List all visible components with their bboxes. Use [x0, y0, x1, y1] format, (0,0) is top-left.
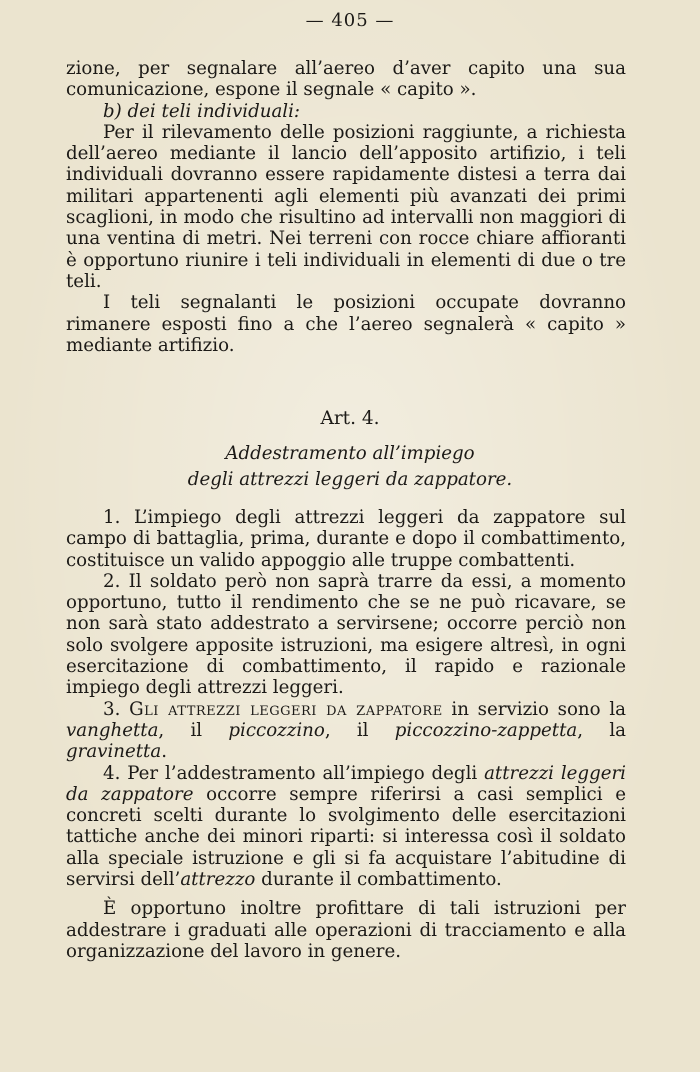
paragraph-4: 4. Per l’addestramento all’impiego degli attrezzi leggeri da zappatore occorre sempre riferirsi a casi semplici e concreti scelti durante lo svolgimento delle esercitazioni tattiche anche dei minori riparti: si interessa così il soldato alla speciale istruzione e gli si fa acquistare l’abitudine di servirsi dell’attrezzo durante il combattimento. — [66, 762, 626, 891]
article-body — [66, 507, 626, 962]
paragraph-1: 1. L’impiego degli attrezzi leggeri da zappatore sul campo di battaglia, prima, durante e dopo il combattimento, costituisce un valido appoggio alle truppe combattenti. — [66, 507, 626, 571]
paragraph-teli-segnalanti: I teli segnalanti le posizioni occupate dovranno rimanere esposti fino a che l’aereo segnalerà « capito » mediante artifizio. — [66, 292, 626, 356]
paragraph-5: È opportuno inoltre profittare di tali istruzioni per addestrare i graduati alle operazioni di tracciamento e alla organizzazione del lavoro in genere. — [66, 898, 626, 962]
paragraph-3: 3. Gli attrezzi leggeri da zappatore in servizio sono la vanghetta, il piccozzino, il piccozzino-zappetta, la gravinetta. — [66, 698, 626, 763]
article-title-line-2: degli attrezzi leggeri da zappatore. — [187, 469, 513, 490]
page-number: — 405 — — [305, 10, 395, 31]
top-text-block — [66, 58, 626, 356]
paragraph-teli-individuali: Per il rilevamento delle posizioni raggiunte, a richiesta dell’aereo mediante il lancio dell’apposito artifizio, i teli individuali dovranno essere rapidamente distesi a terra dai militari appartenenti agli elementi più avanzati dei primi scaglioni, in modo che risultino ad intervalli non maggiori di una ventina di metri. Nei terreni con rocce chiare affioranti è opportuno riunire i teli individuali in elementi di due o tre teli. — [66, 121, 626, 292]
article-title-line-1: Addestramento all’impiego — [225, 443, 475, 464]
paragraph-continuation: zione, per segnalare all’aereo d’aver capito una sua comunicazione, espone il segnale « capito ». — [66, 58, 626, 101]
article-number: Art. 4. — [320, 408, 380, 429]
paragraph-2: 2. Il soldato però non saprà trarre da essi, a momento opportuno, tutto il rendimento che se ne può ricavare, se non sarà stato addestrato a servirsene; occorre perciò non solo svolgere apposite istruzioni, ma esigere altresì, in ogni esercitazione di combattimento, il rapido e razionale impiego degli attrezzi leggeri. — [66, 570, 626, 699]
article-title — [0, 441, 700, 493]
paragraph-subheading-b: b) dei teli individuali: — [103, 100, 301, 122]
